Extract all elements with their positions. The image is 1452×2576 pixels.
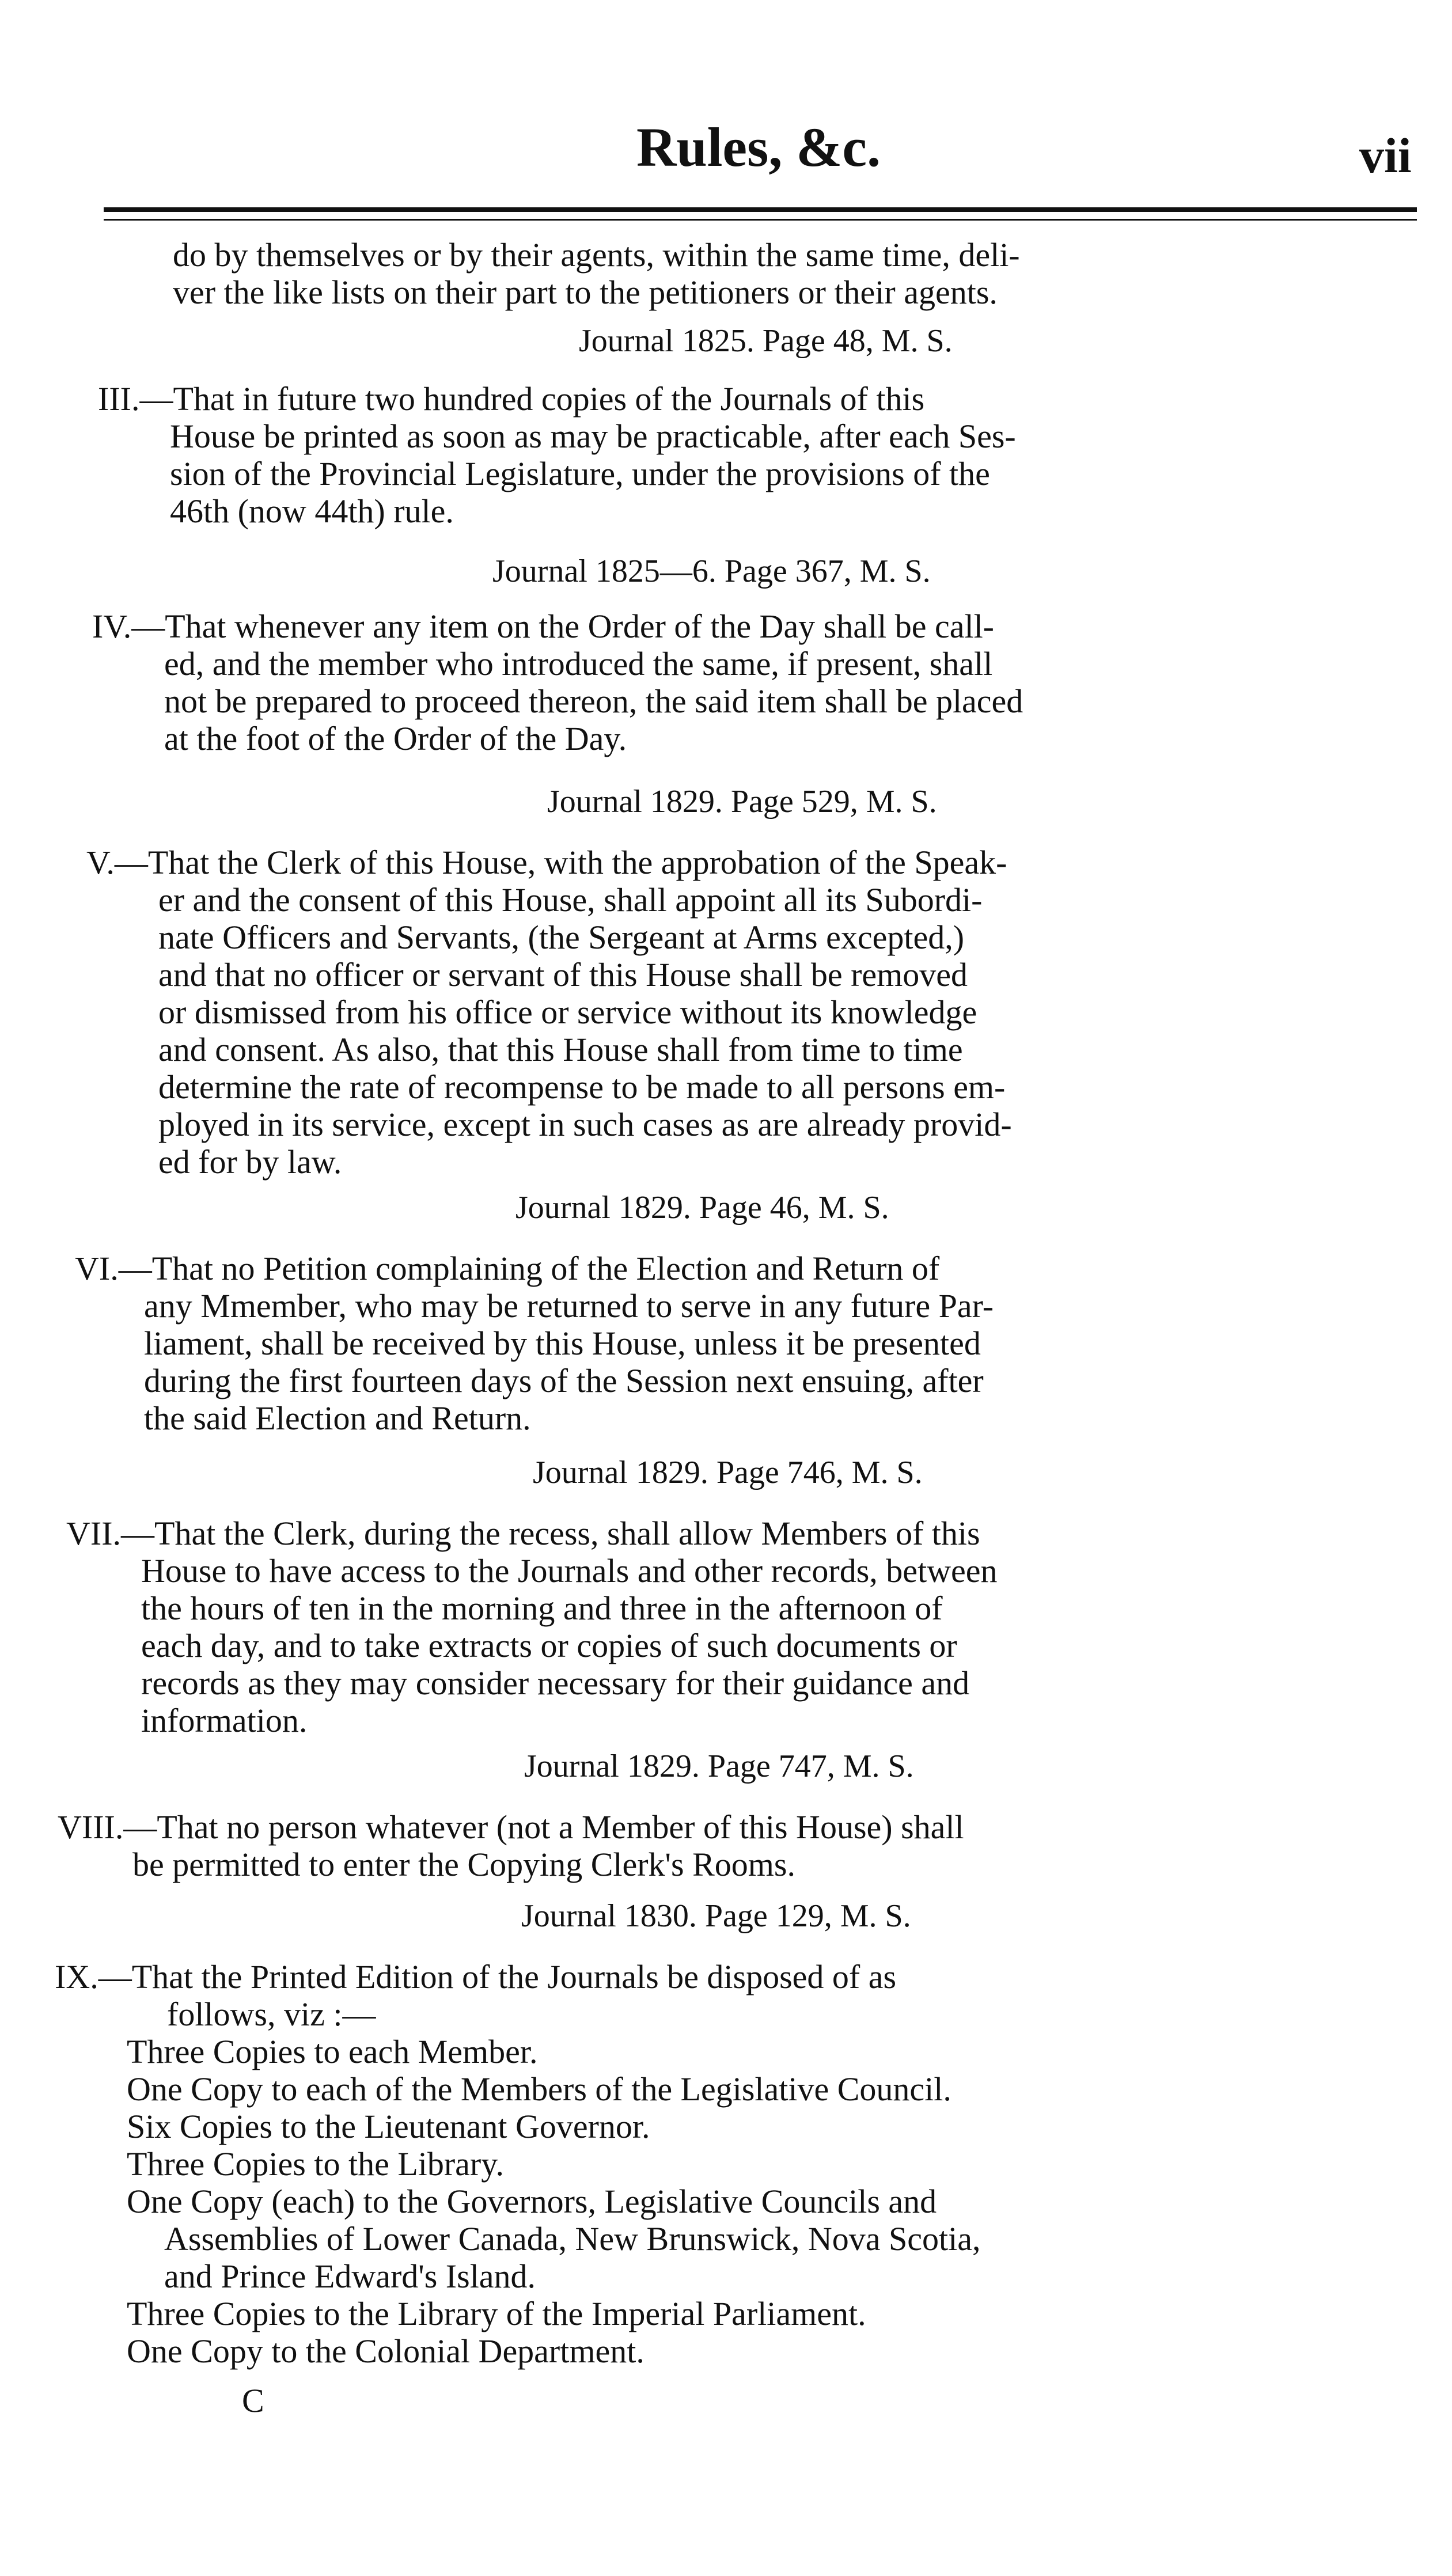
text-line: er and the consent of this House, shall appoint all its Subordi- bbox=[158, 881, 983, 919]
text-line: ed for by law. bbox=[158, 1143, 342, 1181]
list-item: Three Copies to the Library. bbox=[127, 2145, 504, 2183]
continuation-paragraph bbox=[173, 236, 1175, 311]
citation: Journal 1829. Page 529, M. S. bbox=[547, 784, 937, 820]
text-line: and that no officer or servant of this House shall be removed bbox=[158, 956, 968, 993]
text-line: IX.—That the Printed Edition of the Journals be disposed of as bbox=[55, 1958, 897, 1995]
text-line: not be prepared to proceed thereon, the said item shall be placed bbox=[164, 682, 1023, 720]
citation: Journal 1829. Page 46, M. S. bbox=[515, 1190, 889, 1226]
text-line: records as they may consider necessary for their guidance and bbox=[141, 1664, 970, 1702]
rule-vi bbox=[75, 1250, 1158, 1437]
signature-mark: C bbox=[242, 2382, 264, 2419]
citation: Journal 1825. Page 48, M. S. bbox=[579, 323, 953, 359]
rule-viii bbox=[58, 1808, 1140, 1883]
rule-ix bbox=[55, 1958, 1132, 2033]
text-line: any Mmember, who may be returned to serve in any future Par- bbox=[144, 1287, 994, 1325]
text-line: ployed in its service, except in such cases as are already provid- bbox=[158, 1106, 1012, 1143]
citation: Journal 1829. Page 746, M. S. bbox=[533, 1455, 923, 1490]
text-line: liament, shall be received by this House, unless it be presented bbox=[144, 1325, 981, 1362]
text-line: sion of the Provincial Legislature, under the provisions of the bbox=[170, 455, 990, 492]
text-line: ed, and the member who introduced the same, if present, shall bbox=[164, 645, 993, 682]
list-item: One Copy to the Colonial Department. bbox=[127, 2332, 645, 2370]
text-line: V.—That the Clerk of this House, with the approbation of the Speak- bbox=[86, 844, 1007, 881]
rule-vii bbox=[66, 1515, 1149, 1739]
text-line: the hours of ten in the morning and three in the afternoon of bbox=[141, 1589, 943, 1627]
text-line: VI.—That no Petition complaining of the Election and Return of bbox=[75, 1250, 940, 1287]
text-line: VII.—That the Clerk, during the recess, shall allow Members of this bbox=[66, 1515, 980, 1552]
text-line: IV.—That whenever any item on the Order of the Day shall be call- bbox=[92, 608, 994, 645]
text-line: during the first fourteen days of the Session next ensuing, after bbox=[144, 1362, 984, 1399]
list-item: One Copy to each of the Members of the Legislative Council. bbox=[127, 2070, 951, 2108]
list-item: Six Copies to the Lieutenant Governor. bbox=[127, 2108, 650, 2145]
text-line: and consent. As also, that this House shall from time to time bbox=[158, 1031, 963, 1068]
citation: Journal 1825—6. Page 367, M. S. bbox=[492, 553, 931, 589]
text-line: House be printed as soon as may be practicable, after each Ses- bbox=[170, 418, 1016, 455]
text-line: ver the like lists on their part to the petitioners or their agents. bbox=[173, 274, 998, 311]
text-line: III.—That in future two hundred copies of the Journals of this bbox=[98, 380, 925, 418]
text-line: VIII.—That no person whatever (not a Member of this House) shall bbox=[58, 1808, 964, 1846]
header-rule bbox=[104, 207, 1417, 212]
list-item: Three Copies to the Library of the Imperial Parliament. bbox=[127, 2295, 866, 2332]
text-line: nate Officers and Servants, (the Sergeant at Arms excepted,) bbox=[158, 919, 965, 956]
rule-v bbox=[86, 844, 1169, 1181]
text-line: each day, and to take extracts or copies of such documents or bbox=[141, 1627, 957, 1664]
text-line: or dismissed from his office or service without its knowledge bbox=[158, 993, 977, 1031]
list-item: One Copy (each) to the Governors, Legislative Councils and bbox=[127, 2183, 937, 2220]
text-line: at the foot of the Order of the Day. bbox=[164, 720, 627, 757]
text-line: follows, viz :— bbox=[167, 1995, 376, 2033]
rule-iv bbox=[92, 608, 1175, 757]
page-title: Rules, &c. bbox=[636, 116, 881, 178]
running-header bbox=[0, 115, 1452, 190]
text-line: determine the rate of recompense to be made to all persons em- bbox=[158, 1068, 1006, 1106]
text-line: the said Election and Return. bbox=[144, 1399, 531, 1437]
list-item: Three Copies to each Member. bbox=[127, 2033, 538, 2070]
citation: Journal 1830. Page 129, M. S. bbox=[521, 1898, 911, 1934]
text-line: House to have access to the Journals and other records, between bbox=[141, 1552, 998, 1589]
rule-iii bbox=[98, 380, 1175, 530]
header-rule-thin bbox=[104, 219, 1417, 221]
text-line: be permitted to enter the Copying Clerk's Rooms. bbox=[132, 1846, 795, 1883]
page-number: vii bbox=[1359, 128, 1412, 183]
text-line: 46th (now 44th) rule. bbox=[170, 492, 454, 530]
text-line: information. bbox=[141, 1702, 308, 1739]
list-item: Assemblies of Lower Canada, New Brunswick, Nova Scotia, bbox=[164, 2220, 981, 2258]
list-item: and Prince Edward's Island. bbox=[164, 2258, 536, 2295]
citation: Journal 1829. Page 747, M. S. bbox=[524, 1748, 914, 1784]
text-line: do by themselves or by their agents, within the same time, deli- bbox=[173, 236, 1020, 274]
